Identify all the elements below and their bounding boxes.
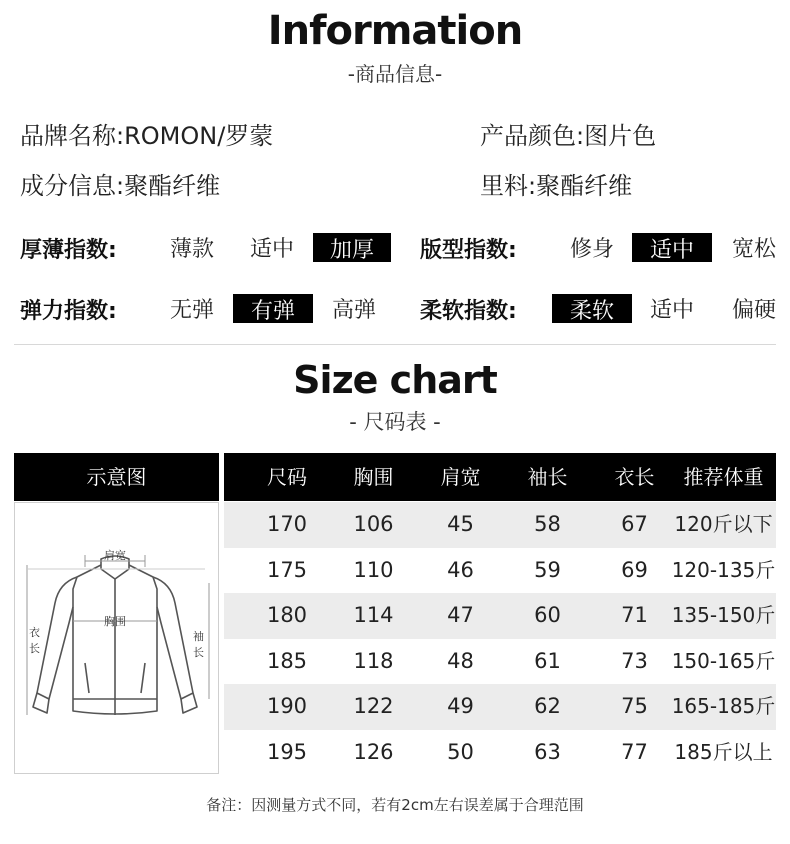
cell-sleeve: 62 (534, 694, 561, 718)
brand-attribute: 品牌名称:ROMON/罗蒙 (20, 122, 274, 150)
cell-sleeve: 59 (534, 557, 561, 582)
header-shoulder: 肩宽 (440, 465, 481, 489)
cell-sleeve: 60 (534, 603, 561, 627)
cell-size: 195 (266, 739, 308, 764)
cell-length: 77 (621, 739, 648, 764)
size-chart-title: Size chart (293, 358, 497, 402)
cell-chest: 122 (353, 694, 394, 718)
header-size: 尺码 (267, 465, 307, 489)
garment-diagram-panel (14, 502, 219, 774)
cell-weight: 150-165斤 (671, 648, 776, 673)
fit-index-label: 版型指数: (420, 238, 517, 263)
cell-shoulder: 47 (447, 603, 474, 627)
cell-weight: 120斤以下 (674, 512, 773, 536)
size-note: 备注：因测量方式不同，若有2cm左右误差属于合理范围 (206, 796, 584, 814)
cell-chest: 118 (353, 648, 394, 673)
thickness-index-label: 厚薄指数: (20, 238, 117, 263)
cell-weight: 165-185斤 (671, 694, 776, 718)
header-length: 衣长 (614, 465, 655, 489)
softness-option-soft-selected: 柔软 (552, 294, 632, 323)
elasticity-option-high: 高弹 (331, 298, 376, 323)
cell-shoulder: 49 (447, 694, 474, 718)
cell-weight: 120-135斤 (671, 557, 776, 582)
fit-option-loose: 宽松 (731, 237, 776, 262)
softness-index-label: 柔软指数: (420, 299, 517, 324)
cell-length: 69 (621, 557, 648, 582)
cell-size: 175 (266, 557, 308, 582)
cell-shoulder: 50 (447, 739, 474, 764)
cell-chest: 106 (353, 512, 394, 536)
fit-option-regular-selected: 适中 (632, 233, 712, 262)
cell-length: 67 (621, 512, 648, 536)
cell-chest: 110 (353, 557, 394, 582)
diagram-label-sleeve: 袖长 (193, 630, 204, 659)
cell-size: 185 (266, 648, 308, 673)
header-chest: 胸围 (353, 465, 394, 489)
material-attribute: 成分信息:聚酯纤维 (20, 172, 221, 200)
color-attribute: 产品颜色:图片色 (480, 122, 657, 150)
cell-shoulder: 45 (447, 512, 474, 536)
elasticity-index-label: 弹力指数: (20, 299, 117, 324)
elasticity-option-none: 无弹 (169, 298, 214, 323)
info-title: Information (267, 8, 523, 54)
cell-shoulder: 48 (447, 648, 474, 673)
header-diagram: 示意图 (86, 465, 147, 489)
table-row (224, 502, 776, 548)
size-chart-subtitle: - 尺码表 - (349, 410, 441, 434)
cell-chest: 126 (353, 739, 394, 764)
cell-shoulder: 46 (447, 557, 474, 582)
cell-length: 71 (621, 603, 648, 627)
cell-length: 75 (621, 694, 648, 718)
softness-option-stiff: 偏硬 (731, 298, 776, 323)
cell-size: 180 (266, 603, 308, 627)
diagram-label-shoulder: 肩宽 (104, 549, 126, 562)
table-row (224, 593, 776, 639)
fit-option-slim: 修身 (569, 237, 614, 262)
diagram-label-length: 衣长 (29, 626, 40, 655)
thickness-option-thin: 薄款 (169, 237, 214, 262)
softness-option-medium: 适中 (649, 298, 694, 323)
cell-size: 170 (266, 512, 308, 536)
thickness-option-medium: 适中 (249, 237, 294, 262)
section-divider (14, 344, 776, 345)
cell-weight: 135-150斤 (671, 603, 776, 627)
cell-chest: 114 (353, 603, 394, 627)
cell-sleeve: 58 (534, 512, 561, 536)
jacket-diagram-icon (15, 503, 218, 773)
lining-attribute: 里料:聚酯纤维 (480, 172, 633, 200)
table-row (224, 639, 776, 685)
diagram-label-chest: 胸围 (104, 615, 126, 628)
cell-length: 73 (621, 648, 648, 673)
table-row (224, 684, 776, 730)
header-sleeve: 袖长 (527, 465, 568, 489)
table-row (224, 730, 776, 776)
cell-weight: 185斤以上 (674, 739, 773, 764)
header-weight: 推荐体重 (683, 465, 764, 489)
table-header-row (224, 453, 776, 501)
table-header-diagram-cell (14, 453, 219, 501)
cell-sleeve: 61 (534, 648, 561, 673)
cell-sleeve: 63 (534, 739, 561, 764)
cell-size: 190 (266, 694, 308, 718)
table-row (224, 548, 776, 594)
info-subtitle: -商品信息- (347, 62, 443, 86)
elasticity-option-some-selected: 有弹 (233, 294, 313, 323)
thickness-option-thick-selected: 加厚 (313, 233, 391, 262)
